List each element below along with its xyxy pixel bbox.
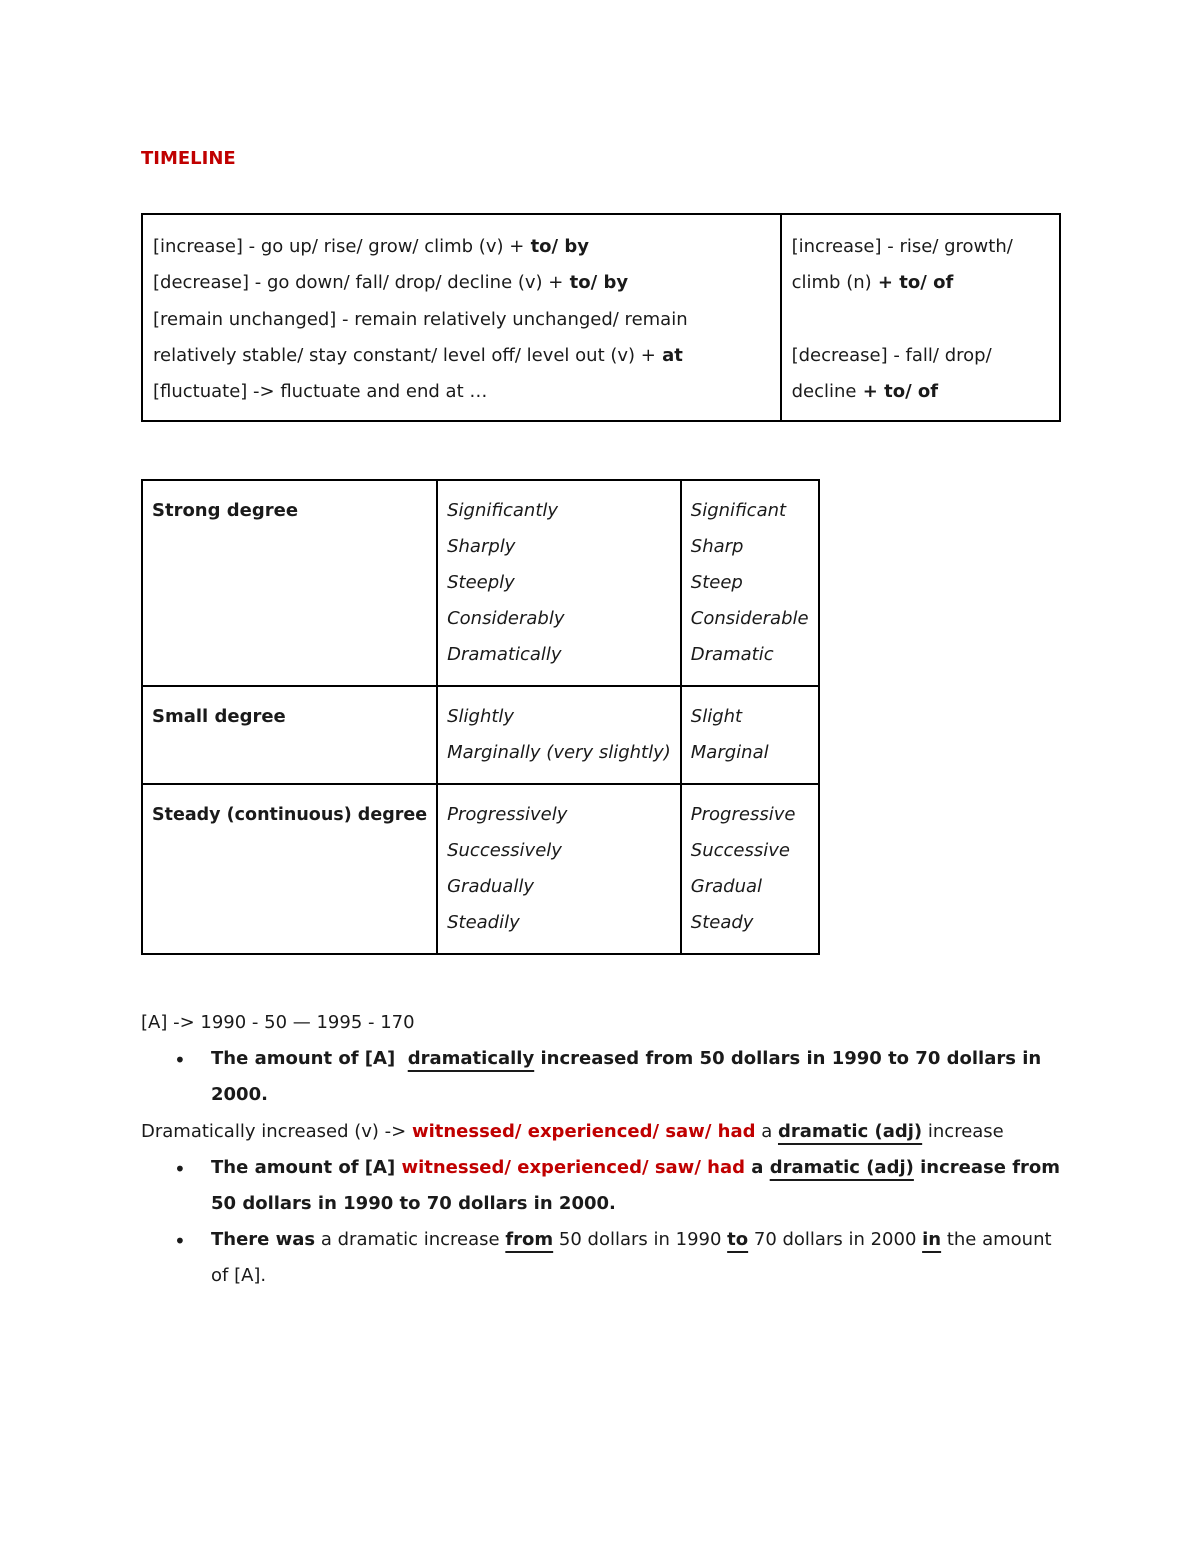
bullet-icon: • bbox=[174, 1048, 186, 1072]
table-row bbox=[142, 686, 819, 784]
adjective-list: Slight Marginal bbox=[681, 686, 819, 784]
verbs-table bbox=[141, 213, 1061, 422]
bullet-icon: • bbox=[174, 1157, 186, 1181]
increase-noun-line-2: climb (n) + to/ of bbox=[791, 272, 954, 294]
bullet-icon: • bbox=[174, 1229, 186, 1253]
adverb-list: Progressively Successively Gradually Steadily bbox=[437, 784, 681, 954]
increase-verb-line: [increase] - go up/ rise/ grow/ climb (v) + to/ by bbox=[153, 236, 590, 257]
fluctuate-verb-line: [fluctuate] -> fluctuate and end at … bbox=[153, 381, 488, 403]
example-sentence-1: The amount of [A] dramatically increased from 50 dollars in 1990 to 70 dollars in 2000. bbox=[211, 1048, 1042, 1105]
decrease-noun-line-2: decline + to/ of bbox=[791, 380, 939, 402]
unchanged-verb-line: [remain unchanged] - remain relatively unchanged/ remain bbox=[153, 308, 688, 330]
example-data-line: [A] -> 1990 - 50 — 1995 - 170 bbox=[141, 1012, 415, 1033]
verbs-table-left-cell bbox=[142, 214, 781, 421]
stable-verb-line: relatively stable/ stay constant/ level off/ level out (v) + at bbox=[153, 344, 683, 366]
increase-noun-line: [increase] - rise/ growth/ bbox=[791, 236, 1013, 257]
table-row bbox=[142, 480, 819, 686]
example-sentence-3: There was a dramatic increase from 50 dollars in 1990 to 70 dollars in 2000 in the amount of [A]. bbox=[211, 1229, 1052, 1286]
decrease-verb-line: [decrease] - go down/ fall/ drop/ decline (v) + to/ by bbox=[153, 272, 629, 294]
verbs-table-right-cell bbox=[781, 214, 1060, 421]
degree-label: Strong degree bbox=[142, 480, 437, 686]
adverb-list: Significantly Sharply Steeply Considerably Dramatically bbox=[437, 480, 681, 686]
example-sentence-2: The amount of [A] witnessed/ experienced/ saw/ had a dramatic (adj) increase from 50 dollars in 1990 to 70 dollars in 2000. bbox=[211, 1157, 1061, 1214]
adjective-list: Progressive Successive Gradual Steady bbox=[681, 784, 819, 954]
adjective-list: Significant Sharp Steep Considerable Dramatic bbox=[681, 480, 819, 686]
page-title: TIMELINE bbox=[141, 148, 236, 169]
adverb-list: Slightly Marginally (very slightly) bbox=[437, 686, 681, 784]
decrease-noun-line: [decrease] - fall/ drop/ bbox=[791, 344, 992, 366]
degree-label: Steady (continuous) degree bbox=[142, 784, 437, 954]
table-row bbox=[142, 784, 819, 954]
conversion-line: Dramatically increased (v) -> witnessed/ experienced/ saw/ had a dramatic (adj) increase bbox=[141, 1121, 1004, 1142]
degree-label: Small degree bbox=[142, 686, 437, 784]
degree-table bbox=[141, 479, 820, 955]
